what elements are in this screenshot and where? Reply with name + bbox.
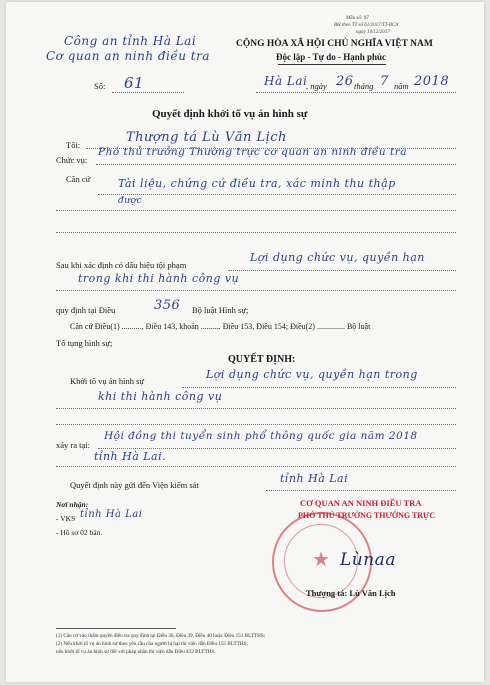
decision-khoito-line-1 xyxy=(182,387,456,388)
field-sau-line-2 xyxy=(56,290,456,291)
document-title: Quyết định khởi tố vụ án hình sự xyxy=(152,108,308,120)
field-toi-value: Thượng tá Lù Văn Lịch xyxy=(126,130,287,145)
agency-handwritten-line2: Cơ quan an ninh điều tra xyxy=(46,49,211,63)
form-ref-line1: Mẫu số: 97 xyxy=(346,16,369,21)
decision-gui-value: tỉnh Hà Lai xyxy=(280,472,349,485)
footnote-2: (2) Nếu khởi tố vụ án hình sự theo yêu cầu của người bị hại thì viện dẫn Điều 155 BLTTHS; xyxy=(56,641,248,647)
nation-motto: Độc lập - Tự do - Hạnh phúc xyxy=(276,52,387,62)
motto-underline xyxy=(278,64,386,65)
decision-heading: QUYẾT ĐỊNH: xyxy=(228,354,296,365)
decision-khoito-label: Khởi tố vụ án hình sự xyxy=(70,376,145,386)
decision-khoito-line-2 xyxy=(56,408,456,409)
decision-xayra-value-1: Hội đồng thi tuyển sinh phổ thông quốc gia năm 2018 xyxy=(104,430,418,442)
decision-khoito-value-2: khi thi hành công vụ xyxy=(98,390,223,403)
field-cancu-value-1: Tài liệu, chứng cứ điều tra, xác minh thu thập xyxy=(118,177,396,190)
recipients-heading: Nơi nhận: xyxy=(56,500,89,509)
date-year-label: năm xyxy=(394,81,409,91)
field-cancu-line-1 xyxy=(98,194,456,195)
field-quydinh-value: 356 xyxy=(154,298,181,313)
field-sau-label: Sau khi xác định có dấu hiệu tội phạm xyxy=(56,260,187,270)
recipients-item-1-value: tỉnh Hà Lai xyxy=(80,509,143,520)
field-chucvu-label: Chức vụ: xyxy=(56,155,88,165)
footnote-1: (1) Căn cứ vào thẩm quyền điều tra quy định tại Điều 36, Điều 39, Điều 40 hoặc Điều 151 BLTTHS; xyxy=(56,633,266,639)
decision-gui-label: Quyết định này gửi đến Viện kiểm sát xyxy=(70,480,199,490)
handwritten-signature: Lùnaa xyxy=(340,550,396,570)
field-cancu-label: Căn cứ xyxy=(66,174,91,184)
doc-number-value: 61 xyxy=(124,74,145,92)
date-month: 7 xyxy=(380,74,389,89)
field-sau-line-1 xyxy=(228,270,456,271)
date-year: 2018 xyxy=(414,74,450,89)
form-ref-line3: ngày 14/12/2017 xyxy=(356,30,390,35)
seal-star-icon: ★ xyxy=(312,549,330,571)
form-ref-line2: BH theo TT số 61/2017/TT-BCA xyxy=(334,23,399,28)
recipients-item-2: - Hồ sơ 02 bản. xyxy=(56,528,103,537)
doc-number-underline xyxy=(112,92,184,93)
date-place: Hà Lai xyxy=(264,74,308,88)
signer-name: Thượng tá: Lù Văn Lịch xyxy=(306,588,396,598)
decision-gui-line xyxy=(266,490,456,491)
field-chucvu-line xyxy=(96,164,456,165)
field-cancu-line-3 xyxy=(56,232,456,233)
date-underline xyxy=(256,92,456,93)
decision-xayra-label: xảy ra tại: xyxy=(56,440,90,450)
field-cancu-dieu: Căn cứ Điều(1) .........., Điều 143, khoản .......... Điều 153, Điều 154; Điều(2) .............. Bộ luật xyxy=(70,322,371,331)
field-quydinh-label: quy định tại Điều xyxy=(56,305,116,315)
decision-khoito-value-1: Lợi dụng chức vụ, quyền hạn trong xyxy=(206,368,418,381)
decision-xayra-line-1 xyxy=(98,448,456,449)
decision-xayra-line-2 xyxy=(56,466,456,467)
agency-handwritten-line1: Công an tỉnh Hà Lai xyxy=(64,34,197,48)
nation-heading: CỘNG HÒA XÃ HỘI CHỦ NGHĨA VIỆT NAM xyxy=(236,39,433,49)
document-page xyxy=(6,2,484,682)
decision-khoito-line-3 xyxy=(56,424,456,425)
field-chucvu-value: Phó thủ trưởng Thường trực cơ quan an ninh điều tra xyxy=(98,146,407,158)
signature-role: PHÓ THỦ TRƯỞNG THƯỜNG TRỰC xyxy=(298,511,436,520)
field-toi-label: Tôi: xyxy=(66,140,81,150)
doc-number-label: Số: xyxy=(94,81,106,91)
date-month-label: tháng xyxy=(354,81,374,91)
field-sau-value-2: trong khi thi hành công vụ xyxy=(78,272,240,285)
decision-xayra-value-2: tỉnh Hà Lai. xyxy=(94,450,167,463)
date-day: 26 xyxy=(336,74,354,89)
footnote-divider xyxy=(56,628,176,629)
field-sau-value-1: Lợi dụng chức vụ, quyền hạn xyxy=(250,251,425,264)
field-totung: Tố tụng hình sự; xyxy=(56,338,113,348)
field-quydinh-suffix: Bộ luật Hình sự; xyxy=(192,305,249,315)
date-day-label: , ngày xyxy=(306,81,327,91)
signature-org: CƠ QUAN AN NINH ĐIỀU TRA xyxy=(300,498,422,508)
footnote-3: nếu khởi tố vụ án hình sự đối với pháp nhân thì viện dẫn Điều 432 BLTTHS. xyxy=(56,649,216,655)
recipients-item-1-prefix: - VKS xyxy=(56,514,76,523)
field-cancu-line-2 xyxy=(56,210,456,211)
field-cancu-value-2: được xyxy=(118,196,143,206)
